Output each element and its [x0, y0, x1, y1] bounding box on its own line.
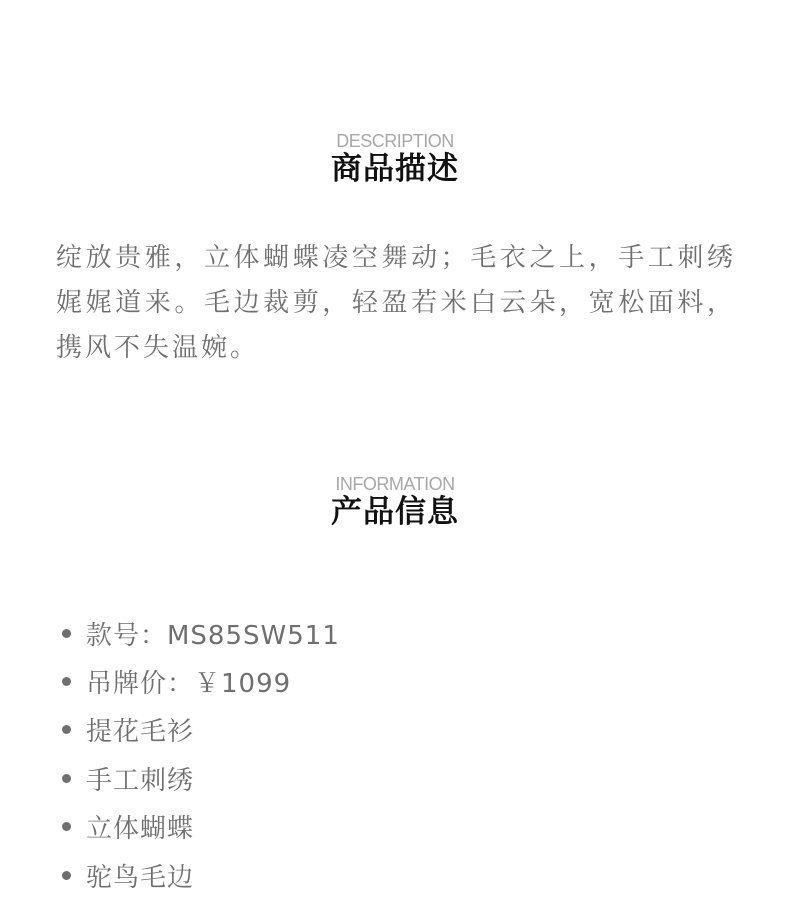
spec-feature: 手工刺绣 — [86, 765, 195, 796]
spec-feature: 提花毛衫 — [86, 717, 195, 748]
bullet-icon — [62, 822, 71, 831]
list-item — [62, 657, 340, 705]
list-item — [62, 609, 340, 657]
bullet-icon — [62, 725, 71, 734]
list-item — [62, 851, 340, 899]
information-title: 产品信息 — [331, 494, 459, 530]
list-item — [62, 803, 340, 851]
bullet-icon — [62, 677, 71, 686]
description-title: 商品描述 — [331, 151, 459, 187]
list-item — [62, 706, 340, 754]
description-header — [0, 131, 790, 187]
information-header — [0, 474, 790, 530]
list-item — [62, 754, 340, 802]
spec-feature: 驼鸟毛边 — [86, 862, 195, 893]
spec-feature: 立体蝴蝶 — [86, 814, 195, 845]
information-en-label: INFORMATION — [335, 474, 455, 494]
bullet-icon — [62, 774, 71, 783]
bullet-icon — [62, 871, 71, 880]
spec-style-number: 款号：MS85SW511 — [86, 620, 340, 651]
spec-tag-price: 吊牌价：￥1099 — [86, 669, 292, 700]
bullet-icon — [62, 629, 71, 638]
description-text: 绽放贵雅，立体蝴蝶凌空舞动；毛衣之上，手工刺绣娓娓道来。毛边裁剪，轻盈若米白云朵，宽松面料，携风不失温婉。 — [56, 243, 736, 363]
description-en-label: DESCRIPTION — [336, 131, 454, 151]
product-spec-list — [62, 609, 340, 899]
